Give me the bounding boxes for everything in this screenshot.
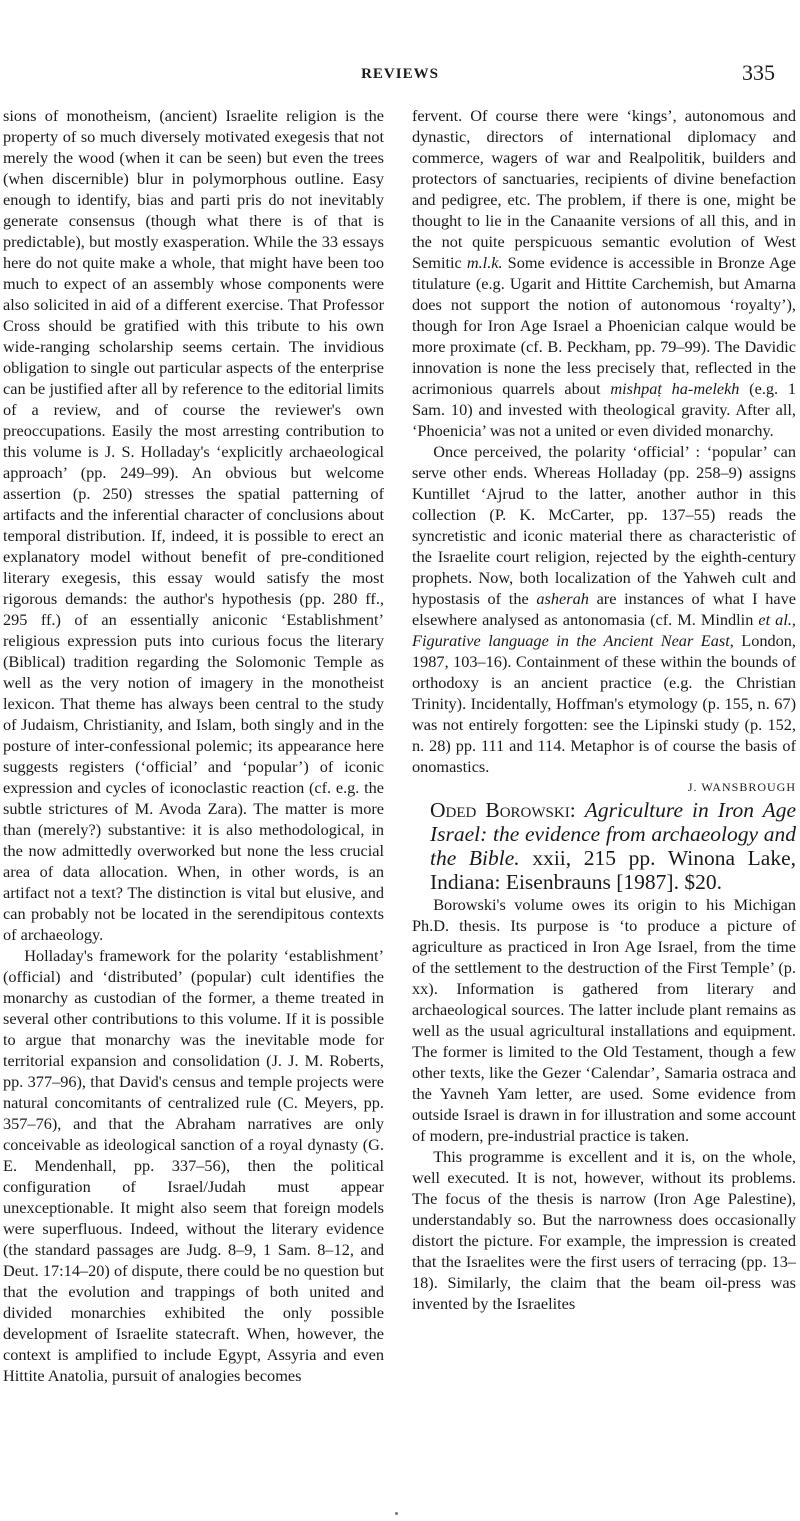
page-header <box>0 60 800 90</box>
right-paragraph-2: Once perceived, the polarity ‘official’ : ‘popular’ can serve other ends. Whereas Holladay (pp. 258–9) assigns Kuntillet ‘Ajrud to the latter, another author in this collection (P. K. McCarter, pp. 137–55) reads the syncretistic and iconic material there as characteristic of the Israelite court religion, rejected by the eighth-century prophets. Now, both localization of the Yahweh cult and hypostasis of the asherah are instances of what I have elsewhere analysed as antonomasia (cf. M. Mindlin et al., Figurative language in the Ancient Near East, London, 1987, 103–16). Containment of these within the bounds of orthodoxy is an ancient practice (e.g. the Christian Trinity). Incidentally, Hoffman's etymology (p. 155, n. 67) was not entirely forgotten: see the Lipinski study (p. 152, n. 28) pp. 111 and 114. Metaphor is of course the basis of onomastics. <box>412 442 796 776</box>
book-details: xxii, 215 pp. Winona Lake, Indiana: Eisenbrauns [1987]. $20. <box>430 846 797 894</box>
review-heading: Oded Borowski: Agriculture in Iron Age Israel: the evidence from archaeology and the Bible. xxii, 215 pp. Winona Lake, Indiana: Eisenbrauns [1987]. $20. <box>430 798 797 894</box>
left-column <box>3 105 384 1386</box>
book-title: Agriculture in Iron Age Israel: the evidence from archaeology and the Bible. <box>430 798 796 870</box>
right-paragraph-1: fervent. Of course there were ‘kings’, autonomous and dynastic, directors of international diplomacy and commerce, wagers of war and Realpolitik, builders and protectors of sanctuaries, recipients of divine benefaction and pedigree, etc. The problem, if there is one, might be thought to lie in the Canaanite versions of all this, and in the not quite perspicuous semantic evolution of West Semitic m.l.k. Some evidence is accessible in Bronze Age titulature (e.g. Ugarit and Hittite Carchemish, but Amarna does not support the notion of autonomous ‘royalty’), though for Iron Age Israel a Phoenician calque would be more proximate (cf. B. Peckham, pp. 79–99). The Davidic innovation is none the less precisely that, reflected in the acrimonious quarrels about mishpaṭ ha-melekh (e.g. 1 Sam. 10) and invested with theological gravity. After all, ‘Phoenicia’ was not a united or even divided monarchy. <box>412 106 797 440</box>
page-number: 335 <box>742 60 775 85</box>
reviewer-signature: J. WANSBROUGH <box>687 780 796 794</box>
book-author: Oded Borowski <box>430 798 570 822</box>
scan-speck <box>395 1512 398 1515</box>
right-paragraph-3: Borowski's volume owes its origin to his Michigan Ph.D. thesis. Its purpose is ‘to produce a picture of agriculture as practiced in Iron Age Israel, from the time of the settlement to the destruction of the First Temple’ (p. xx). Information is gathered from literary and archaeological sources. The latter include plant remains as well as the usual agricultural installations and equipment. The former is limited to the Old Testament, though a few other texts, like the Gezer ‘Calendar’, Samaria ostraca and the Yavneh Yam letter, are used. Some evidence from outside Israel is drawn in for illustration and some account of modern, pre-industrial practice is taken. <box>412 895 796 1145</box>
right-column <box>412 105 796 1314</box>
right-paragraph-4: This programme is excellent and it is, on the whole, well executed. It is not, however, without its problems. The focus of the thesis is narrow (Iron Age Palestine), understandably so. But the narrowness does occasionally distort the picture. For example, the impression is created that the Israelites were the first users of terracing (pp. 13–18). Similarly, the claim that the beam oil-press was invented by the Israelites <box>412 1147 796 1313</box>
running-head: REVIEWS <box>361 66 439 82</box>
left-paragraph-2: Holladay's framework for the polarity ‘establishment’ (official) and ‘distributed’ (popular) cult identifies the monarchy as custodian of the former, a theme treated in several other contributions to this volume. If it is possible to argue that monarchy was the inevitable mode for territorial expansion and consolidation (J. J. M. Roberts, pp. 377–96), that David's census and temple projects were natural concomitants of centralized rule (C. Meyers, pp. 357–76), and that the Abraham narratives are only conceivable as ideological sanction of a royal dynasty (G. E. Mendenhall, pp. 337–56), then the political configuration of Israel/Judah must appear unexceptionable. It might also seem that foreign models were superfluous. Indeed, without the literary evidence (the standard passages are Judg. 8–9, 1 Sam. 8–12, and Deut. 17:14–20) of dispute, there could be no question but that the evolution and trappings of both united and divided monarchies exhibited the only possible development of Israelite statecraft. When, however, the context is amplified to include Egypt, Assyria and even Hittite Anatolia, pursuit of analogies becomes <box>3 946 384 1385</box>
left-paragraph-1: sions of monotheism, (ancient) Israelite religion is the property of so much diversely motivated exegesis that not merely the wood (when it can be seen) but even the trees (when discernible) blur in polymorphous outline. Easy enough to identify, bias and parti pris do not inevitably generate consensus (though what there is of that is predictable), but mostly exasperation. While the 33 essays here do not quite make a whole, that might have been too much to expect of an assembly whose components were also solicited in aid of a different exercise. That Professor Cross should be gratified with this tribute to his own wide-ranging scholarship seems certain. The invidious obligation to single out particular aspects of the enterprise can be justified after all by reference to the editorial limits of a review, and of course the reviewer's own preoccupations. Easily the most arresting contribution to this volume is J. S. Holladay's ‘explicitly archaeological approach’ (pp. 249–99). An obvious but welcome assertion (p. 250) stresses the spatial patterning of artifacts and the inferential character of conclusions about temporal distribution. If, indeed, it is possible to erect an explanatory model without benefit of pre-conditioned literary exegesis, this essay would satisfy the most rigorous demands: the author's hypothesis (pp. 280 ff., 295 ff.) of an essentially aniconic ‘Establishment’ religious expression puts into curious focus the literary (Biblical) tradition regarding the Solomonic Temple as well as the very notion of imagery in the monotheist lexicon. That theme has always been central to the study of Judaism, Christianity, and Islam, both singly and in the posture of inter-confessional polemic; its appearance here suggests registers (‘official’ and ‘popular’) of iconic expression and cycles of iconoclastic reaction (cf. e.g. the subtle strictures of M. Avoda Zara). The matter is more than (merely?) substantive: it is also methodological, in the now admittedly overworked but none the less crucial area of data allocation. When, in other words, is an artifact not a text? The distinction is vital but elusive, and can probably not be located in the serendipitous contexts of archaeology. <box>3 106 384 944</box>
